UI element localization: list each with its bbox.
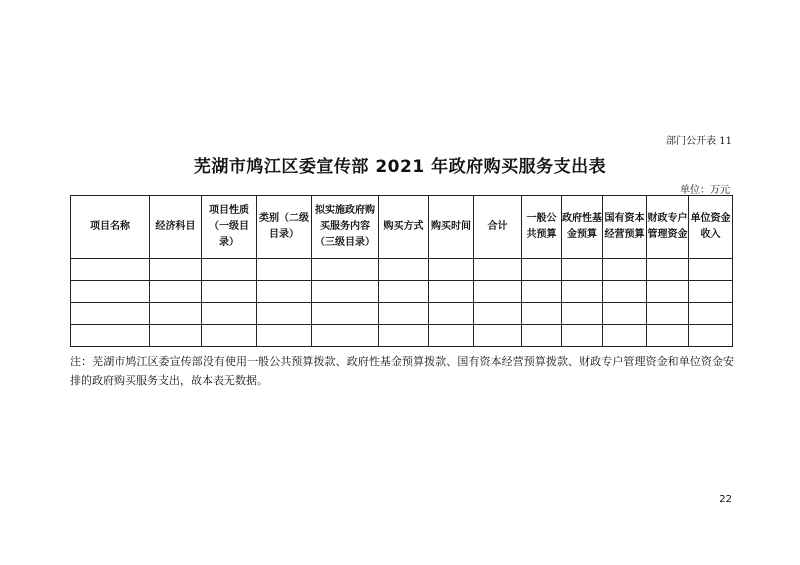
table-cell: [522, 259, 562, 281]
page-number: 22: [719, 494, 732, 505]
table-cell: [562, 325, 603, 347]
table-cell: [689, 281, 733, 303]
table-cell: [429, 281, 474, 303]
table-cell: [474, 325, 522, 347]
table-cell: [202, 259, 257, 281]
table-cell: [71, 259, 150, 281]
table-cell: [257, 281, 312, 303]
footnote: 注：芜湖市鸠江区委宣传部没有使用一般公共预算拨款、政府性基金预算拨款、国有资本经营预算拨款、财政专户管理资金和单位资金安排的政府购买服务支出，故本表无数据。: [70, 355, 734, 387]
table-cell: [562, 259, 603, 281]
table-cell: [257, 259, 312, 281]
table-cell: [150, 259, 202, 281]
table-cell: [562, 281, 603, 303]
col-state-capital-budget: 国有资本经营预算: [603, 196, 647, 259]
table-cell: [312, 303, 379, 325]
table-cell: [603, 325, 647, 347]
col-unit-funds: 单位资金收入: [689, 196, 733, 259]
table-cell: [379, 281, 429, 303]
col-fund-budget: 政府性基金预算: [562, 196, 603, 259]
table-cell: [429, 259, 474, 281]
table-cell: [689, 259, 733, 281]
table-cell: [202, 303, 257, 325]
col-category: 类别（二级目录）: [257, 196, 312, 259]
col-purchase-method: 购买方式: [379, 196, 429, 259]
table-body: [71, 259, 733, 347]
table-row: [71, 281, 733, 303]
table-cell: [379, 303, 429, 325]
table-cell: [647, 281, 689, 303]
col-purchase-time: 购买时间: [429, 196, 474, 259]
table-row: [71, 303, 733, 325]
table-cell: [603, 303, 647, 325]
table-cell: [150, 281, 202, 303]
table-cell: [689, 325, 733, 347]
table-header-row: [71, 196, 733, 259]
table-cell: [522, 281, 562, 303]
table-cell: [429, 303, 474, 325]
table-cell: [312, 325, 379, 347]
table-cell: [379, 259, 429, 281]
table-cell: [71, 325, 150, 347]
col-project-name: 项目名称: [71, 196, 150, 259]
table-cell: [474, 303, 522, 325]
table-row: [71, 259, 733, 281]
table-cell: [150, 325, 202, 347]
table-cell: [522, 303, 562, 325]
table-cell: [312, 259, 379, 281]
col-total: 合计: [474, 196, 522, 259]
table-cell: [150, 303, 202, 325]
table-cell: [71, 281, 150, 303]
purchase-services-table: [70, 195, 733, 347]
table-number: 部门公开表 11: [666, 136, 732, 147]
table-cell: [474, 259, 522, 281]
table-cell: [312, 281, 379, 303]
col-project-nature: 项目性质（一级目录）: [202, 196, 257, 259]
table-cell: [257, 325, 312, 347]
table-cell: [647, 259, 689, 281]
table-cell: [202, 281, 257, 303]
col-economic-subject: 经济科目: [150, 196, 202, 259]
table-cell: [603, 259, 647, 281]
col-special-account-funds: 财政专户管理资金: [647, 196, 689, 259]
table-cell: [689, 303, 733, 325]
table-cell: [522, 325, 562, 347]
table-cell: [603, 281, 647, 303]
table-cell: [647, 325, 689, 347]
table-cell: [71, 303, 150, 325]
table-cell: [474, 281, 522, 303]
table-cell: [202, 325, 257, 347]
table-cell: [379, 325, 429, 347]
col-general-budget: 一般公共预算: [522, 196, 562, 259]
col-service-content: 拟实施政府购买服务内容（三级目录）: [312, 196, 379, 259]
table-cell: [647, 303, 689, 325]
unit-label: 单位：万元: [680, 185, 730, 196]
table-cell: [429, 325, 474, 347]
table-cell: [257, 303, 312, 325]
table-cell: [562, 303, 603, 325]
page-title: 芜湖市鸠江区委宣传部 2021 年政府购买服务支出表: [193, 157, 607, 177]
table-row: [71, 325, 733, 347]
